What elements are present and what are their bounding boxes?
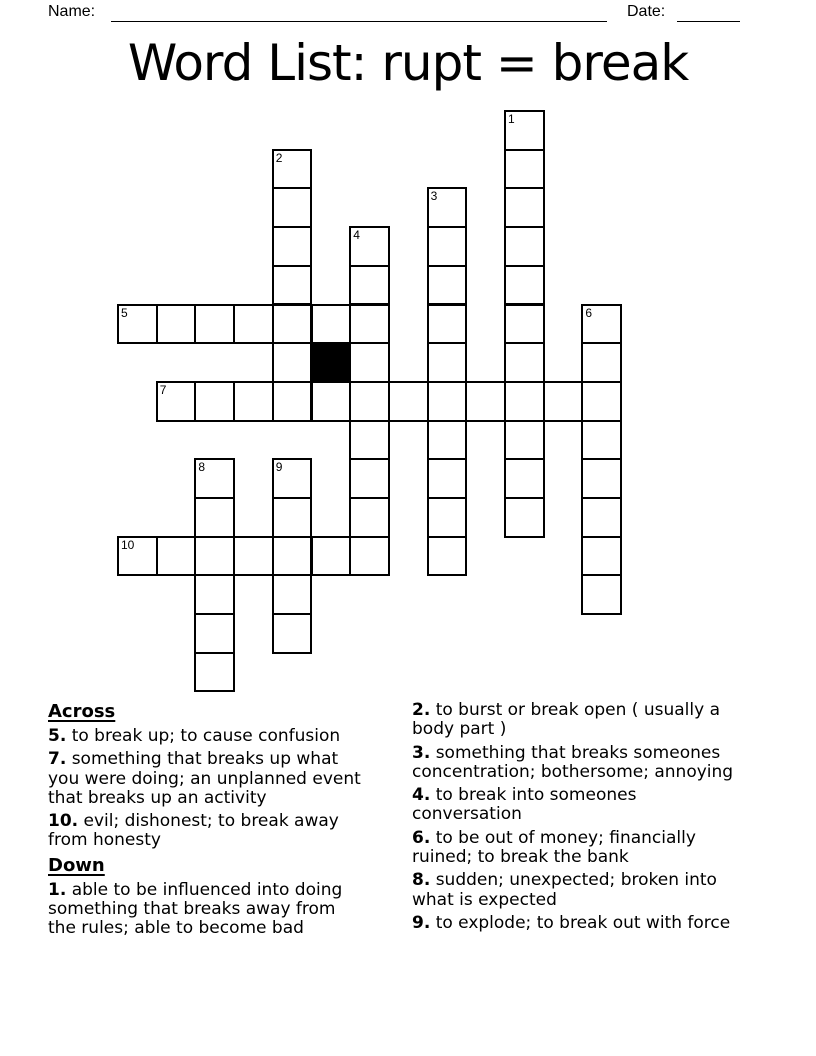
answer-cell-r3-c4[interactable]: [272, 226, 313, 267]
answer-cell-r8-c10[interactable]: [504, 420, 545, 461]
answer-cell-r11-c4[interactable]: [272, 536, 313, 577]
answer-cell-r10-c2[interactable]: [194, 497, 235, 538]
answer-cell-r5-c2[interactable]: [194, 304, 235, 345]
answer-cell-r13-c4[interactable]: [272, 613, 313, 654]
answer-cell-r6-c6[interactable]: [349, 342, 390, 383]
answer-cell-r7-c2[interactable]: [194, 381, 235, 422]
clue-5: 5. to break up; to cause confusion: [48, 726, 341, 746]
clue-6: 6. to be out of money; financially ruined; to break the bank: [412, 827, 696, 868]
answer-cell-r0-c10[interactable]: [504, 110, 545, 151]
answer-cell-r11-c0[interactable]: [117, 536, 158, 577]
clue-number: 5.: [48, 726, 67, 746]
answer-cell-r11-c3[interactable]: [233, 536, 274, 577]
cell-number-4: 4: [353, 228, 360, 243]
answer-cell-r4-c10[interactable]: [504, 265, 545, 306]
clue-number: 8.: [412, 870, 431, 891]
clue-1: 1. able to be influenced into doing something that breaks away from the rules; able to become bad: [48, 879, 343, 939]
answer-cell-r5-c4[interactable]: [272, 304, 313, 345]
answer-cell-r9-c8[interactable]: [427, 458, 468, 499]
answer-cell-r7-c1[interactable]: [156, 381, 197, 422]
answer-cell-r2-c4[interactable]: [272, 187, 313, 228]
clue-3: 3. something that breaks someones concentration; bothersome; annoying: [412, 742, 734, 782]
cell-number-7: 7: [159, 382, 167, 397]
clue-number: 9.: [412, 912, 431, 933]
answer-cell-r12-c4[interactable]: [272, 574, 313, 615]
answer-cell-r2-c8[interactable]: [427, 187, 468, 228]
clue-number: 1.: [48, 879, 67, 900]
clue-2: 2. to burst or break open ( usually a body part ): [412, 700, 720, 740]
down-clue-list-left: [48, 881, 366, 939]
answer-cell-r12-c12[interactable]: [581, 574, 622, 615]
answer-cell-r7-c5[interactable]: [311, 381, 352, 422]
answer-cell-r9-c10[interactable]: [504, 458, 545, 499]
cell-number-5: 5: [121, 305, 128, 320]
clue-number: 4.: [412, 785, 431, 806]
answer-cell-r4-c6[interactable]: [349, 265, 390, 306]
answer-cell-r6-c4[interactable]: [272, 342, 313, 383]
answer-cell-r3-c10[interactable]: [504, 226, 545, 267]
across-clue-list: [48, 727, 366, 851]
answer-cell-r3-c6[interactable]: [349, 226, 390, 267]
answer-cell-r1-c4[interactable]: [272, 149, 313, 190]
answer-cell-r7-c11[interactable]: [543, 381, 584, 422]
answer-cell-r5-c3[interactable]: [233, 304, 274, 345]
answer-cell-r10-c6[interactable]: [349, 497, 390, 538]
cell-number-2: 2: [275, 150, 283, 165]
clue-number: 7.: [48, 749, 67, 770]
name-blank-line[interactable]: [111, 8, 607, 22]
name-label: Name:: [48, 3, 96, 20]
answer-cell-r11-c5[interactable]: [311, 536, 352, 577]
clue-number: 10.: [48, 811, 79, 832]
clue-4: 4. to break into someones conversation: [412, 785, 637, 825]
answer-cell-r14-c2[interactable]: [194, 652, 235, 693]
answer-cell-r8-c8[interactable]: [427, 420, 468, 461]
down-heading: Down: [48, 854, 105, 876]
answer-cell-r11-c6[interactable]: [349, 536, 390, 577]
date-label: Date:: [627, 3, 666, 20]
answer-cell-r5-c1[interactable]: [156, 304, 197, 345]
clue-number: 3.: [412, 742, 431, 763]
answer-cell-r7-c8[interactable]: [427, 381, 468, 422]
down-clue-list-continued: [412, 701, 748, 933]
date-blank-line[interactable]: [677, 8, 740, 22]
answer-cell-r7-c10[interactable]: [504, 381, 545, 422]
answer-cell-r5-c6[interactable]: [349, 304, 390, 345]
answer-cell-r7-c9[interactable]: [465, 381, 506, 422]
clue-8: 8. sudden; unexpected; broken into what is expected: [412, 870, 717, 910]
answer-cell-r9-c4[interactable]: [272, 458, 313, 499]
page-title: Word List: rupt = break: [127, 34, 689, 92]
answer-cell-r11-c8[interactable]: [427, 536, 468, 577]
answer-cell-r11-c1[interactable]: [156, 536, 197, 577]
answer-cell-r6-c10[interactable]: [504, 342, 545, 383]
clue-9: 9. to explode; to break out with force: [412, 912, 731, 933]
answer-cell-r9-c2[interactable]: [194, 458, 235, 499]
clues-left-column: [48, 701, 366, 943]
answer-cell-r8-c6[interactable]: [349, 420, 390, 461]
answer-cell-r5-c10[interactable]: [504, 304, 545, 345]
answer-cell-r10-c10[interactable]: [504, 497, 545, 538]
answer-cell-r13-c2[interactable]: [194, 613, 235, 654]
answer-cell-r7-c7[interactable]: [388, 381, 429, 422]
cell-number-3: 3: [430, 189, 438, 204]
clue-number: 6.: [412, 827, 431, 848]
clue-7: 7. something that breaks up what you were doing; an unplanned event that breaks up an activity: [48, 749, 361, 808]
cell-number-6: 6: [585, 305, 593, 320]
answer-cell-r7-c12[interactable]: [581, 381, 622, 422]
answer-cell-r7-c4[interactable]: [272, 381, 313, 422]
answer-cell-r3-c8[interactable]: [427, 226, 468, 267]
answer-cell-r7-c6[interactable]: [349, 381, 390, 422]
answer-cell-r5-c0[interactable]: [117, 304, 158, 345]
answer-cell-r5-c8[interactable]: [427, 304, 468, 345]
cell-number-9: 9: [275, 460, 283, 475]
clue-10: 10. evil; dishonest; to break away from honesty: [48, 811, 339, 851]
answer-cell-r8-c12[interactable]: [581, 420, 622, 461]
answer-cell-r5-c12[interactable]: [581, 304, 622, 345]
answer-cell-r10-c12[interactable]: [581, 497, 622, 538]
answer-cell-r6-c12[interactable]: [581, 342, 622, 383]
black-cell: [311, 342, 352, 383]
clues-right-column: [412, 701, 748, 937]
cell-number-8: 8: [198, 460, 206, 475]
answer-cell-r7-c3[interactable]: [233, 381, 274, 422]
clue-number: 2.: [412, 700, 431, 720]
cell-number-10: 10: [121, 537, 135, 552]
answer-cell-r10-c8[interactable]: [427, 497, 468, 538]
answer-cell-r12-c2[interactable]: [194, 574, 235, 615]
answer-cell-r9-c12[interactable]: [581, 458, 622, 499]
answer-cell-r11-c2[interactable]: [194, 536, 235, 577]
cell-number-1: 1: [508, 112, 515, 126]
answer-cell-r1-c10[interactable]: [504, 149, 545, 190]
across-heading: Across: [48, 701, 116, 722]
answer-cell-r2-c10[interactable]: [504, 187, 545, 228]
answer-cell-r11-c12[interactable]: [581, 536, 622, 577]
answer-cell-r6-c8[interactable]: [427, 342, 468, 383]
answer-cell-r9-c6[interactable]: [349, 458, 390, 499]
answer-cell-r10-c4[interactable]: [272, 497, 313, 538]
answer-cell-r5-c5[interactable]: [311, 304, 352, 345]
answer-cell-r4-c4[interactable]: [272, 265, 313, 306]
answer-cell-r4-c8[interactable]: [427, 265, 468, 306]
